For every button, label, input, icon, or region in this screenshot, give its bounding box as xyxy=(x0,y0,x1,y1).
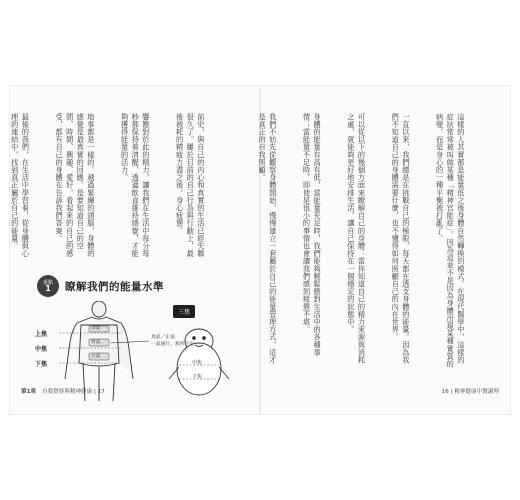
organ-label-mid: 胃氣 xyxy=(91,340,101,345)
blob-mid-label: 中焦 xyxy=(192,360,203,366)
right-page-body-text xyxy=(235,113,487,368)
body-illustration xyxy=(29,301,254,401)
section-number-badge xyxy=(37,275,59,297)
paragraph: 身體的能量有高有低，當能量充足時，我們能夠輕鬆應對生活中的各種事情；當能量不足時，即使是很小的事情也會讓我們感到疲憊不堪。 xyxy=(302,113,323,357)
running-title: 精神健康中醫調理 xyxy=(454,389,499,395)
label-upper-jiao: 上焦 xyxy=(35,331,48,338)
paragraph: 一直以來，我們總是在挑戰自己的極限，每天都在透支身體的能量。因為我們不知道自己的身體需要什麼，也不懂得如何照顧自己的內在世界。 xyxy=(391,113,411,364)
paragraph: 可以從以下的幾個方面來瞭解自己的身體：當你知道自己的精力來源與消耗之處，就能夠更好地安排生活，讓自己保持在一個穩定的狀態中。 xyxy=(346,113,367,364)
page-number: 16 xyxy=(441,389,449,395)
section-badge-label: 重點 xyxy=(42,280,53,286)
section-number: 1 xyxy=(45,284,51,293)
section-title: 瞭解我們的能量水準 xyxy=(65,280,164,293)
page-number: 17 xyxy=(97,389,105,395)
paragraph: 這樣的人其實都是能量低之後身體自然轉換的模式。在現代醫學中，這樣的症狀常常被叫做某種「精神官能症」。因為這並不是因為身體出現某種實質的病變，而是身心的一種平衡被打亂了。 xyxy=(435,113,466,368)
blob-low-label: 下焦 xyxy=(192,374,203,380)
note-true-qi: 真氣／正氣 xyxy=(151,335,175,340)
left-page-body-text xyxy=(0,113,227,263)
paragraph: 前史，與自己的內心和真實的生活已經失聯很久了。屢於目前的自己行為與行動上，最後被耗的精疲力盡之後，身心疲憊。 xyxy=(175,113,206,258)
energy-diagram xyxy=(29,301,254,401)
chapter-label: 第1章 xyxy=(21,389,37,395)
organ-label-low: 元氣 xyxy=(91,354,101,359)
paragraph: 地事都是一樣的。越過緊繃的頭腦，身體的感覺是最真實的回應。是要知道自己的空間、時間、興趣、愛好，看起來的自己的感受，都有自己的身體在告訴我們答案。 xyxy=(55,113,96,258)
san-jiao-badge: 三焦 xyxy=(173,305,195,318)
organ-label-top: 清氣 xyxy=(91,326,101,331)
section-heading xyxy=(37,275,164,297)
running-title: 自我覺察與精神健康 xyxy=(41,389,93,395)
label-middle-jiao: 中焦 xyxy=(35,346,48,353)
right-footer: 16 | 精神健康中醫調理 xyxy=(441,389,499,395)
label-lower-jiao: 下焦 xyxy=(35,361,48,368)
book-spread xyxy=(9,85,511,415)
paragraph: 最後的我們，在生活中學習着，從身體與心理的連結中，找到真正屬於自己的能量。 xyxy=(10,113,31,258)
paragraph: 響應對於此的精力，讓我們在生活中每分每秒都保持着清醒，透過飲食維持感覺，才能夠獲得能量的活力。 xyxy=(120,113,151,258)
left-footer: 第1章 自我覺察與精神健康 | 17 xyxy=(21,389,105,395)
paragraph: 我們不妨先從觀察身體開始，慢慢建立一套屬於自己的能量管理方式，這才是真正的自我照顧。 xyxy=(258,113,278,364)
note-qi-flow: 一氣通行，無所不至 xyxy=(151,342,195,347)
